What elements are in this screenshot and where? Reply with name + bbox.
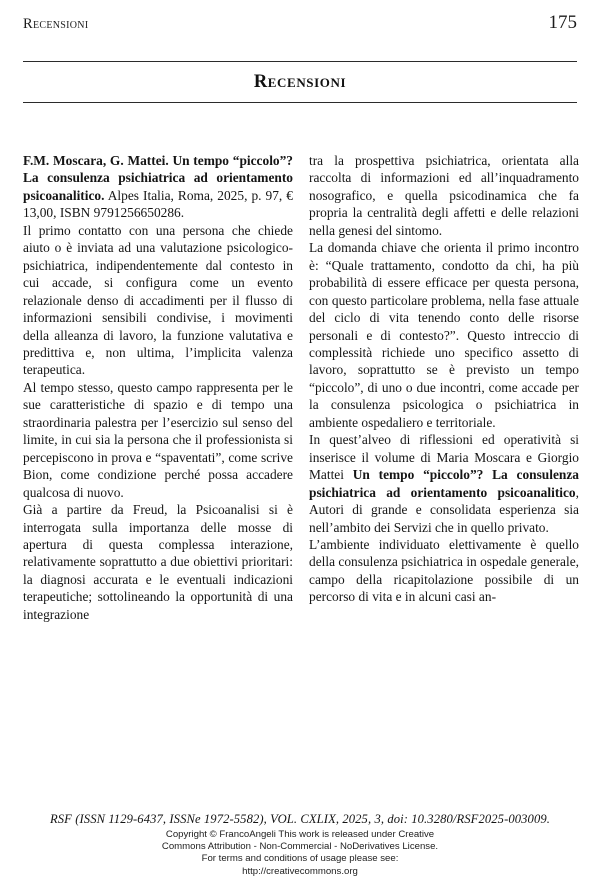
paragraph-1: Il primo contatto con una persona che chiede aiuto o è inviata ad una valutazione psicologico-psichiatrica, indipendentemente dal contesto in cui accade, si configura come un evento relazionale denso di accadimenti per il flusso di informazioni sensibili condivise, i movimenti della alleanza di lavoro, la funzione valutativa e predittiva e, non ultima, l’implicita valenza terapeutica.: [23, 222, 293, 378]
column-right: [309, 152, 579, 606]
paragraph-3-left: Già a partire da Freud, la Psicoanalisi si è interrogata sulla importanza delle mosse di apertura di questa complessa interazione, relativamente soprattutto a due obiettivi prioritari: la diagnosi accurata e le eventuali indicazioni terapeutiche; sottolineando la opportunità di una integrazione: [23, 502, 293, 622]
page-number: 175: [548, 12, 577, 33]
footer-journal-line: RSF (ISSN 1129-6437, ISSNe 1972-5582), VOL. CXLIX, 2025, 3, doi: 10.3280/RSF2025-003009.: [49, 812, 550, 826]
license-line-3: For terms and conditions of usage please see:: [201, 853, 399, 865]
section-title: Recensioni: [253, 72, 347, 92]
running-head: [23, 12, 577, 36]
rule-bottom: [23, 102, 577, 103]
page-footer: [0, 812, 600, 878]
paragraph-5-tail: , Autori di grande e consolidata esperienza sia nell’ambito dei Servizi che in quello privato.: [309, 484, 579, 535]
paragraph-5: [309, 431, 579, 536]
book-citation-title: F.M. Moscara, G. Mattei. Un tempo “piccolo”? La consulenza psichiatrica ad orientamento psicoanalitico.: [23, 153, 293, 203]
paragraph-4: La domanda chiave che orienta il primo incontro è: “Quale trattamento, condotto da chi, ha più probabilità di essere efficace per questa persona, con questo particolare problema, nella fase attuale del ciclo di vita tenendo conto delle risorse personali e di contesto?”. Questo intreccio di complessità richiede uno specifico assetto di lavoro, soprattutto se è previsto un tempo “piccolo”, di uno o due incontri, come accade per la consulenza psicologica o psichiatrica in ambiente ospedaliero e territoriale.: [309, 240, 579, 430]
paragraph-6: L’ambiente individuato elettivamente è quello della consulenza psichiatrica in ospedale generale, campo della ricapitolazione possibile di un percorso di vita e in alcuni casi an-: [309, 536, 579, 605]
section-heading-block: [23, 61, 577, 103]
book-citation: [23, 152, 293, 222]
body-columns: [23, 152, 579, 802]
paragraph-5-lead: In quest’alveo di riflessioni ed operatività si inserisce il volume di Maria Moscara e Giorgio Mattei: [309, 432, 579, 483]
license-line-2: Commons Attribution - Non-Commercial - NoDerivatives License.: [161, 841, 439, 853]
footer-license-block: [70, 829, 530, 878]
book-citation-imprint: Alpes Italia, Roma, 2025, p. 97, € 13,00, ISBN 9791256650286.: [23, 187, 293, 221]
paragraph-3-continued: tra la prospettiva psichiatrica, orientata alla raccolta di informazioni ed all’inquadramento nosografico, e quella psicodinamica che fa propria la centralità degli affetti e delle relazioni nella genesi del sintomo.: [309, 153, 579, 238]
paragraph-2: Al tempo stesso, questo campo rappresenta per le sue caratteristiche di spazio e di tempo una straordinaria palestra per l’esercizio sul senso del limite, in cui sia la persona che il professionista si percepiscono in prova e “spaventati”, come scrive Bion, come condizione perché possa accadere qualcosa di nuovo.: [23, 379, 293, 500]
license-line-1: Copyright © FrancoAngeli This work is released under Creative: [165, 829, 435, 840]
running-head-title: Recensioni: [23, 16, 89, 32]
license-url[interactable]: http://creativecommons.org: [242, 865, 358, 877]
column-left: [23, 152, 293, 623]
paragraph-5-book-title: Un tempo “piccolo”? La consulenza psichiatrica ad orientamento psicoanalitico: [309, 467, 579, 500]
